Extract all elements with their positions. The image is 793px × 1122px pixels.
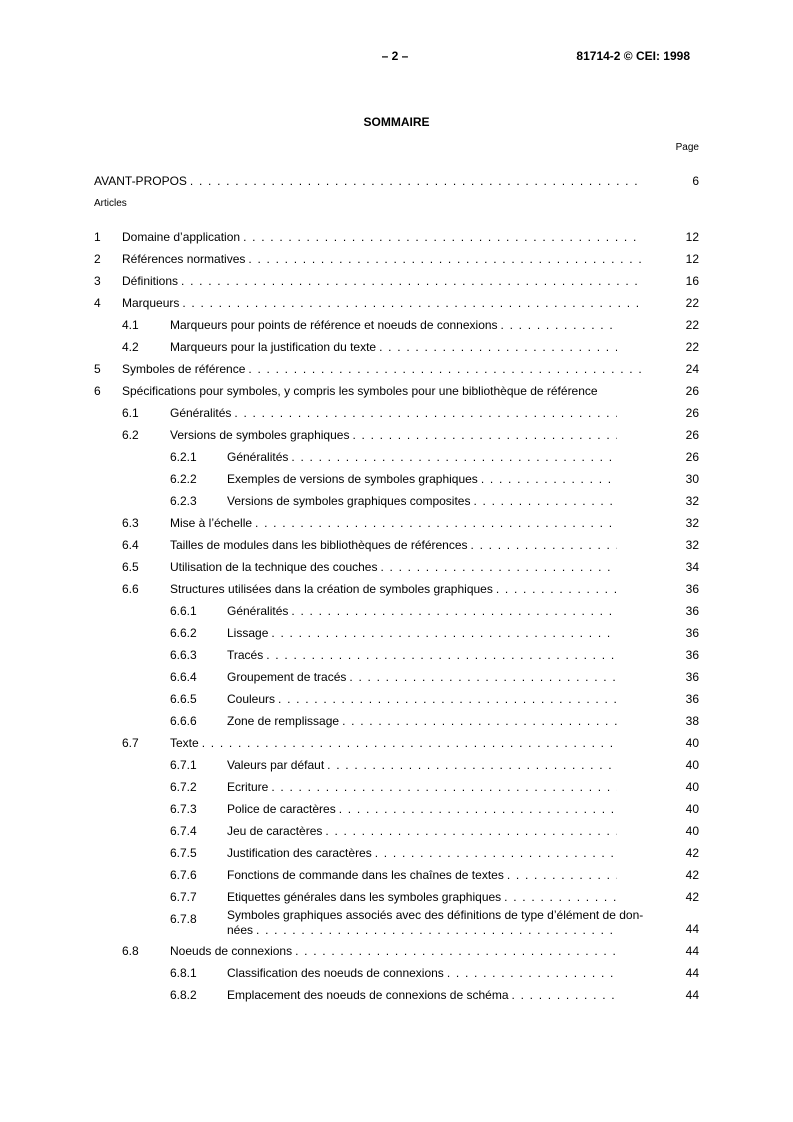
toc-entry[interactable] (94, 886, 699, 908)
toc-entry[interactable] (94, 226, 699, 248)
toc-entry-page: 30 (685, 472, 699, 486)
toc-entry-number: 6.2.2 (170, 472, 197, 486)
leader-dots (447, 962, 617, 984)
leader-dots (271, 776, 617, 798)
toc-entry-number: 6.2 (122, 428, 139, 442)
toc-entry-label: Texte (170, 736, 199, 750)
toc-entry-label: Définitions (122, 274, 179, 288)
toc-entry-page: 12 (685, 230, 699, 244)
leader-dots (327, 754, 617, 776)
toc-entry[interactable] (94, 798, 699, 820)
toc-entry-number: 6.8.1 (170, 966, 197, 980)
toc-entry[interactable] (94, 468, 699, 490)
leader-dots (501, 314, 617, 336)
toc-entry-label: Jeu de caractères (227, 824, 323, 838)
leader-dots (266, 644, 617, 666)
toc-entry-label: AVANT-PROPOS (94, 174, 187, 188)
toc-entry-label: Références normatives (122, 252, 246, 266)
toc-entry-page: 42 (685, 890, 699, 904)
toc-entry-label: Justification des caractères (227, 846, 372, 860)
toc-entry-label: Marqueurs pour points de référence et noeuds de connexions (170, 318, 498, 332)
toc-entry-number: 6.7.4 (170, 824, 197, 838)
toc-entry-page: 36 (685, 582, 699, 596)
toc-entry-number: 5 (94, 362, 101, 376)
toc-entry[interactable] (94, 940, 699, 962)
toc-entry[interactable] (94, 534, 699, 556)
page-number: – 2 – (381, 49, 409, 63)
toc-entry-number: 6.6.5 (170, 692, 197, 706)
toc-entry-page: 26 (685, 406, 699, 420)
toc-entry-label: Etiquettes générales dans les symboles graphiques (227, 890, 502, 904)
toc-entry-label: Classification des noeuds de connexions (227, 966, 444, 980)
leader-dots (352, 424, 617, 446)
leader-dots (182, 292, 643, 314)
leader-dots (380, 556, 617, 578)
leader-dots (255, 512, 617, 534)
leader-dots (271, 622, 617, 644)
toc-entry-number: 6 (94, 384, 101, 398)
leader-dots (471, 534, 617, 556)
document-id: 81714-2 © CEI: 1998 (576, 49, 690, 63)
toc-entry-number: 6.6.6 (170, 714, 197, 728)
toc-entry-page: 32 (685, 538, 699, 552)
toc-entry-page: 6 (692, 174, 699, 188)
toc-entry-label: Utilisation de la technique des couches (170, 560, 378, 574)
toc-entry-label: Emplacement des noeuds de connexions de schéma (227, 988, 509, 1002)
toc-entry[interactable] (94, 380, 699, 402)
toc-entry-page: 36 (685, 626, 699, 640)
toc-entry[interactable] (94, 402, 699, 424)
leader-dots (234, 402, 617, 424)
leader-dots (202, 732, 617, 754)
toc-entry-label: Domaine d’application (122, 230, 241, 244)
toc-entry[interactable] (94, 248, 699, 270)
leader-dots (339, 798, 617, 820)
articles-label: Articles (94, 198, 127, 209)
toc-entry-label: Symboles graphiques associés avec des définitions de type d’élément de don- (227, 908, 644, 922)
leader-dots (504, 886, 617, 908)
toc-entry-label: Couleurs (227, 692, 276, 706)
toc-entry-page: 16 (685, 274, 699, 288)
toc-entry-number: 6.6.2 (170, 626, 197, 640)
toc-entry-page: 22 (685, 340, 699, 354)
leader-dots (256, 923, 617, 938)
leader-dots (181, 270, 643, 292)
toc-entry-page: 44 (685, 966, 699, 980)
leader-dots (349, 666, 617, 688)
toc-entry-number: 6.1 (122, 406, 139, 420)
toc-entry[interactable] (94, 292, 699, 314)
toc-entry[interactable] (94, 688, 699, 710)
toc-entry-label: Ecriture (227, 780, 269, 794)
toc-entry-number: 6.2.1 (170, 450, 197, 464)
toc-entry-page: 22 (685, 296, 699, 310)
toc-entry[interactable] (94, 666, 699, 688)
leader-dots (248, 358, 643, 380)
toc-entry-number: 2 (94, 252, 101, 266)
toc-entry[interactable] (94, 864, 699, 886)
toc-entry-number: 6.8 (122, 944, 139, 958)
leader-dots (278, 688, 617, 710)
toc-entry[interactable] (94, 776, 699, 798)
leader-dots (481, 468, 617, 490)
toc-entry-label: Tailles de modules dans les bibliothèques de références (170, 538, 468, 552)
toc-entry-page: 44 (685, 944, 699, 958)
toc-entry-page: 26 (685, 428, 699, 442)
toc-entry[interactable] (94, 556, 699, 578)
toc-entry-number: 6.7.1 (170, 758, 197, 772)
toc-entry-number: 6.6.1 (170, 604, 197, 618)
toc-entry[interactable] (94, 314, 699, 336)
toc-entry[interactable] (94, 490, 699, 512)
toc-entry-page: 32 (685, 516, 699, 530)
toc-entry-page: 26 (685, 450, 699, 464)
leader-dots (507, 864, 617, 886)
toc-entry[interactable] (94, 754, 699, 776)
toc-entry[interactable] (94, 984, 699, 1006)
toc-entry-number: 6.3 (122, 516, 139, 530)
toc-entry-page: 36 (685, 648, 699, 662)
page-column-label: Page (675, 142, 699, 153)
toc-entry-page: 22 (685, 318, 699, 332)
toc-entry-label: Fonctions de commande dans les chaînes de textes (227, 868, 504, 882)
leader-dots (375, 842, 617, 864)
toc-entry-label: Versions de symboles graphiques composites (227, 494, 471, 508)
leader-dots (512, 984, 617, 1006)
toc-entry-page: 36 (685, 692, 699, 706)
toc-entry-label: Zone de remplissage (227, 714, 340, 728)
toc-entry-label: Marqueurs (122, 296, 180, 310)
toc-entry-page: 42 (685, 868, 699, 882)
leader-dots (190, 174, 643, 188)
toc-entry-page: 44 (685, 922, 699, 936)
toc-entry-page: 36 (685, 670, 699, 684)
toc-entry[interactable] (94, 842, 699, 864)
toc-entry[interactable] (94, 962, 699, 984)
toc-entry[interactable] (94, 644, 699, 666)
toc-entry-label: Généralités (227, 450, 289, 464)
toc-entry-page: 40 (685, 824, 699, 838)
toc-entry[interactable] (94, 578, 699, 600)
toc-entry[interactable] (94, 908, 699, 940)
toc-entry-label: Symboles de référence (122, 362, 246, 376)
toc-entry-number: 6.8.2 (170, 988, 197, 1002)
toc-entry[interactable] (94, 732, 699, 754)
toc-entry-label: Exemples de versions de symboles graphiques (227, 472, 478, 486)
toc-entry-label: Tracés (227, 648, 264, 662)
toc-entry-number: 6.5 (122, 560, 139, 574)
leader-dots (248, 248, 643, 270)
toc-entry-number: 3 (94, 274, 101, 288)
toc-entry-number: 4.2 (122, 340, 139, 354)
leader-dots (291, 446, 617, 468)
toc-entry-page: 40 (685, 736, 699, 750)
toc-entry-page: 40 (685, 758, 699, 772)
toc-entry-page: 42 (685, 846, 699, 860)
toc-entry-number: 6.7.3 (170, 802, 197, 816)
toc-entry-number: 1 (94, 230, 101, 244)
toc-entry-label: Mise à l’échelle (170, 516, 253, 530)
toc-entry-label-continued: nées (227, 923, 254, 937)
toc-entry-page: 36 (685, 604, 699, 618)
toc-entry-page: 40 (685, 802, 699, 816)
toc-entry-label: Noeuds de connexions (170, 944, 293, 958)
toc-entry-number: 6.7.5 (170, 846, 197, 860)
toc-entry-label: Valeurs par défaut (227, 758, 325, 772)
toc-entry-page: 38 (685, 714, 699, 728)
toc-entry-label: Spécifications pour symboles, y compris les symboles pour une bibliothèque de référence (122, 384, 598, 398)
toc-entry[interactable] (94, 336, 699, 358)
toc-entry-number: 6.6 (122, 582, 139, 596)
toc-entry-page: 32 (685, 494, 699, 508)
toc-entry[interactable] (94, 512, 699, 534)
toc-entry-page: 24 (685, 362, 699, 376)
toc-entry[interactable] (94, 446, 699, 468)
toc-entry-number: 6.6.3 (170, 648, 197, 662)
leader-dots (379, 336, 617, 358)
toc-entry-page: 40 (685, 780, 699, 794)
leader-dots (291, 600, 617, 622)
toc-entry-number: 6.7.2 (170, 780, 197, 794)
toc-entry-number: 6.7.8 (170, 912, 197, 926)
toc-entry-label: Police de caractères (227, 802, 336, 816)
toc-entry-label: Généralités (227, 604, 289, 618)
toc-entry[interactable] (94, 600, 699, 622)
toc-entry-number: 4.1 (122, 318, 139, 332)
leader-dots (342, 710, 617, 732)
toc-entry-label: Versions de symboles graphiques (170, 428, 350, 442)
leader-dots (325, 820, 617, 842)
leader-dots (473, 490, 617, 512)
toc-entry-label: Groupement de tracés (227, 670, 347, 684)
toc-entry[interactable] (94, 622, 699, 644)
toc-entry-page: 26 (685, 384, 699, 398)
toc-entry-label: Généralités (170, 406, 232, 420)
toc-entry-number: 6.7.7 (170, 890, 197, 904)
toc-entry-label: Structures utilisées dans la création de symboles graphiques (170, 582, 493, 596)
toc-entry[interactable] (94, 710, 699, 732)
toc-entry-page: 34 (685, 560, 699, 574)
toc-entry-number: 6.7.6 (170, 868, 197, 882)
toc-entry-number: 6.7 (122, 736, 139, 750)
toc-entry-label: Lissage (227, 626, 269, 640)
leader-dots (243, 226, 643, 248)
table-of-contents (94, 226, 699, 1006)
page-title: SOMMAIRE (363, 115, 430, 129)
toc-entry-label: Marqueurs pour la justification du texte (170, 340, 377, 354)
leader-dots (295, 940, 617, 962)
toc-entry-number: 4 (94, 296, 101, 310)
toc-entry-avant-propos[interactable] (94, 174, 699, 190)
toc-entry-number: 6.2.3 (170, 494, 197, 508)
toc-entry-number: 6.6.4 (170, 670, 197, 684)
toc-entry[interactable] (94, 820, 699, 842)
toc-entry-page: 12 (685, 252, 699, 266)
leader-dots (496, 578, 617, 600)
toc-entry-page: 44 (685, 988, 699, 1002)
toc-entry[interactable] (94, 424, 699, 446)
toc-entry[interactable] (94, 270, 699, 292)
toc-entry[interactable] (94, 358, 699, 380)
toc-entry-number: 6.4 (122, 538, 139, 552)
